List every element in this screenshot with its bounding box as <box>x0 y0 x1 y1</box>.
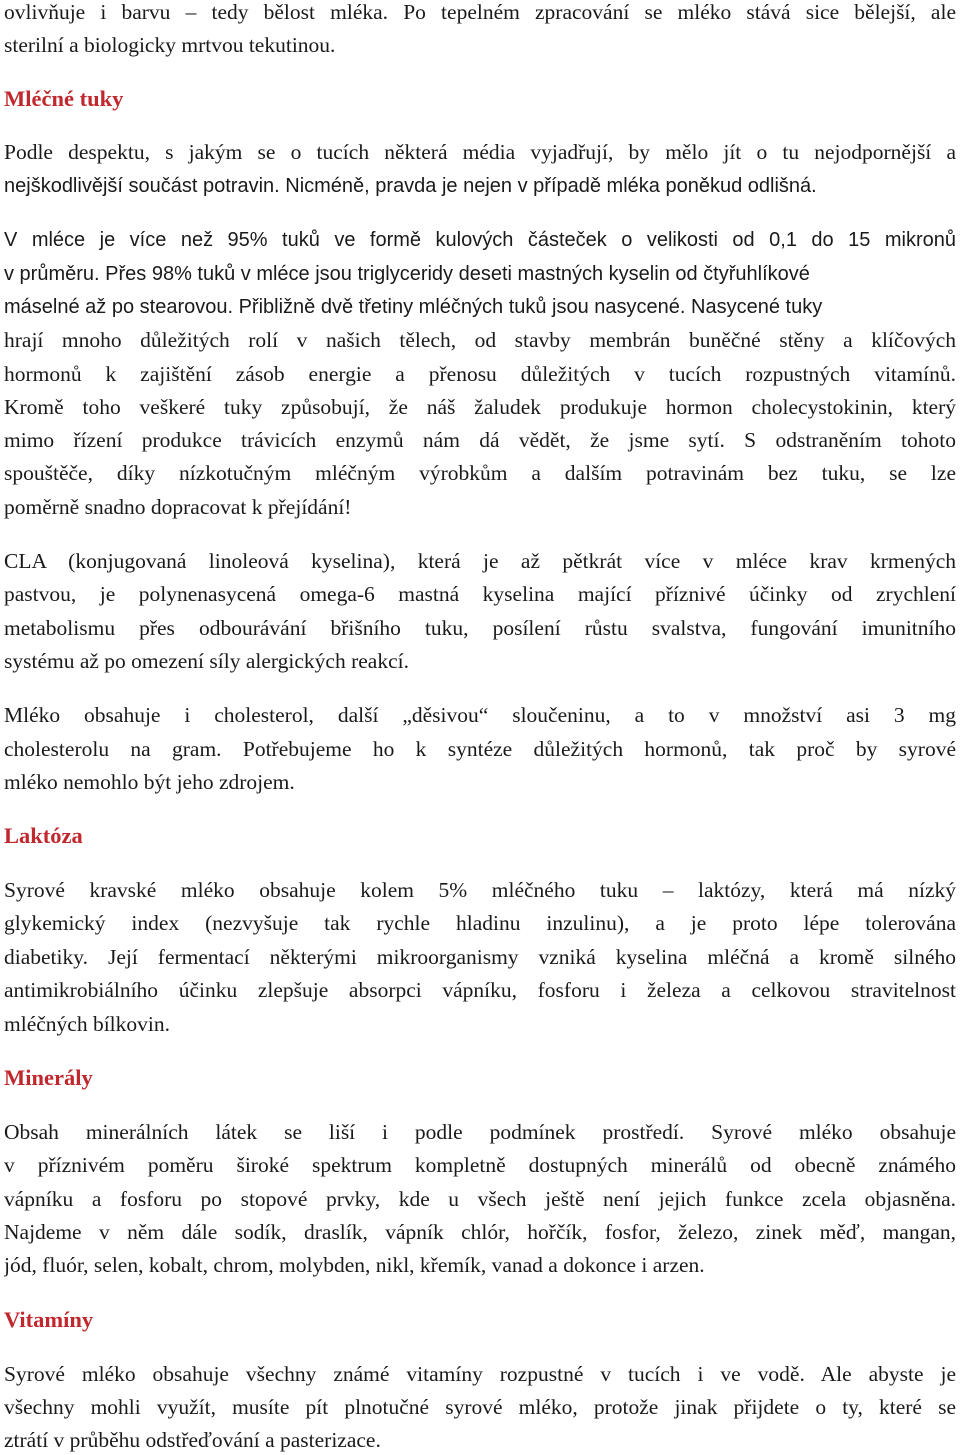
text-line: nejškodlivější součást potravin. Nicméně, pravda je nejen v případě mléka poněkud odlišná. <box>4 175 817 197</box>
text-line: mléko nemohlo být jeho zdrojem. <box>4 770 295 794</box>
text-line: Obsah minerálních látek se liší i podle podmínek prostředí. Syrové mléko obsahuje <box>4 1120 956 1144</box>
text-line: Kromě toho veškeré tuky způsobují, že náš žaludek produkuje hormon cholecystokinin, který <box>4 395 956 419</box>
text-line: cholesterolu na gram. Potřebujeme ho k syntéze důležitých hormonů, tak proč by syrové <box>4 737 956 761</box>
text-line: CLA (konjugovaná linoleová kyselina), která je až pětkrát více v mléce krav krmených <box>4 549 956 573</box>
text-line: Najdeme v něm dále sodík, draslík, vápník chlór, hořčík, fosfor, železo, zinek měď, mangan, <box>4 1220 956 1244</box>
text-line: metabolismu přes odbourávání břišního tuku, posílení růstu svalstva, fungování imunitního <box>4 616 956 640</box>
section-heading-fats: Mléčné tuky <box>4 86 124 111</box>
text-line: poměrně snadno dopracovat k přejídání! <box>4 495 352 519</box>
text-line: vápníku a fosforu po stopové prvky, kde u všech ještě není jejich funkce zcela objasněna. <box>4 1187 956 1211</box>
text-line: hrají mnoho důležitých rolí v našich tělech, od stavby membrán buněčné stěny a klíčových <box>4 328 956 352</box>
text-line: spouštěče, díky nízkotučným mléčným výrobkům a dalším potravinám bez tuku, se lze <box>4 461 956 485</box>
text-line: mimo řízení produkce trávicích enzymů nám dá vědět, že jsme sytí. S odstraněním tohoto <box>4 428 956 452</box>
text-line: systému až po omezení síly alergických reakcí. <box>4 649 409 673</box>
text-line: Podle despektu, s jakým se o tucích některá média vyjadřují, by mělo jít o tu nejodpornější a <box>4 140 956 164</box>
text-line: Mléko obsahuje i cholesterol, další „děsivou“ sloučeninu, a to v množství asi 3 mg <box>4 703 956 727</box>
text-line <box>4 259 810 289</box>
section-heading-minerals: Minerály <box>4 1065 93 1090</box>
text-line: Syrové kravské mléko obsahuje kolem 5% mléčného tuku – laktózy, která má nízký <box>4 878 956 902</box>
text-line: mléčných bílkovin. <box>4 1012 170 1036</box>
section-heading-lactose: Laktóza <box>4 823 83 848</box>
text-line: máselné až po stearovou. Přibližně dvě třetiny mléčných tuků jsou nasycené. Nasycené tuky <box>4 296 823 318</box>
text-line: ztrátí v průběhu odstřeďování a pasterizace. <box>4 1428 381 1452</box>
text-line-segment: v průměru. Přes 98% tuků v mléce jsou triglyceridy deseti mastných kyselin od čtyřuhlíkové <box>4 263 810 285</box>
text-line: sterilní a biologicky mrtvou tekutinou. <box>4 33 336 57</box>
text-line: všechny mohli využít, musíte pít plnotučné syrové mléko, protože jinak přijdete o ty, které se <box>4 1395 956 1419</box>
text-line: antimikrobiálního účinku zlepšuje absorpci vápníku, fosforu i železa a celkovou stravitelnost <box>4 978 956 1002</box>
text-line: v příznivém poměru široké spektrum kompletně dostupných minerálů od obecně známého <box>4 1153 956 1177</box>
text-line: ovlivňuje i barvu – tedy bělost mléka. Po tepelném zpracování se mléko stává sice bělejší, ale <box>4 0 956 24</box>
text-line: jód, fluór, selen, kobalt, chrom, molybden, nikl, křemík, vanad a dokonce i arzen. <box>4 1253 705 1277</box>
text-line: hormonů k zajištění zásob energie a přenosu důležitých v tucích rozpustných vitamínů. <box>4 362 956 386</box>
text-line: glykemický index (nezvyšuje tak rychle hladinu inzulinu), a je proto lépe tolerována <box>4 911 956 935</box>
section-heading-vitamins: Vitamíny <box>4 1307 94 1332</box>
text-line: pastvou, je polynenasycená omega-6 mastná kyselina mající příznivé účinky od zrychlení <box>4 582 956 606</box>
text-line: V mléce je více než 95% tuků ve formě kulových částeček o velikosti od 0,1 do 15 mikronů <box>4 229 956 251</box>
text-line: diabetiky. Její fermentací některými mikroorganismy vzniká kyselina mléčná a kromě silného <box>4 945 956 969</box>
text-line: Syrové mléko obsahuje všechny známé vitamíny rozpustné v tucích i ve vodě. Ale abyste je <box>4 1362 956 1386</box>
